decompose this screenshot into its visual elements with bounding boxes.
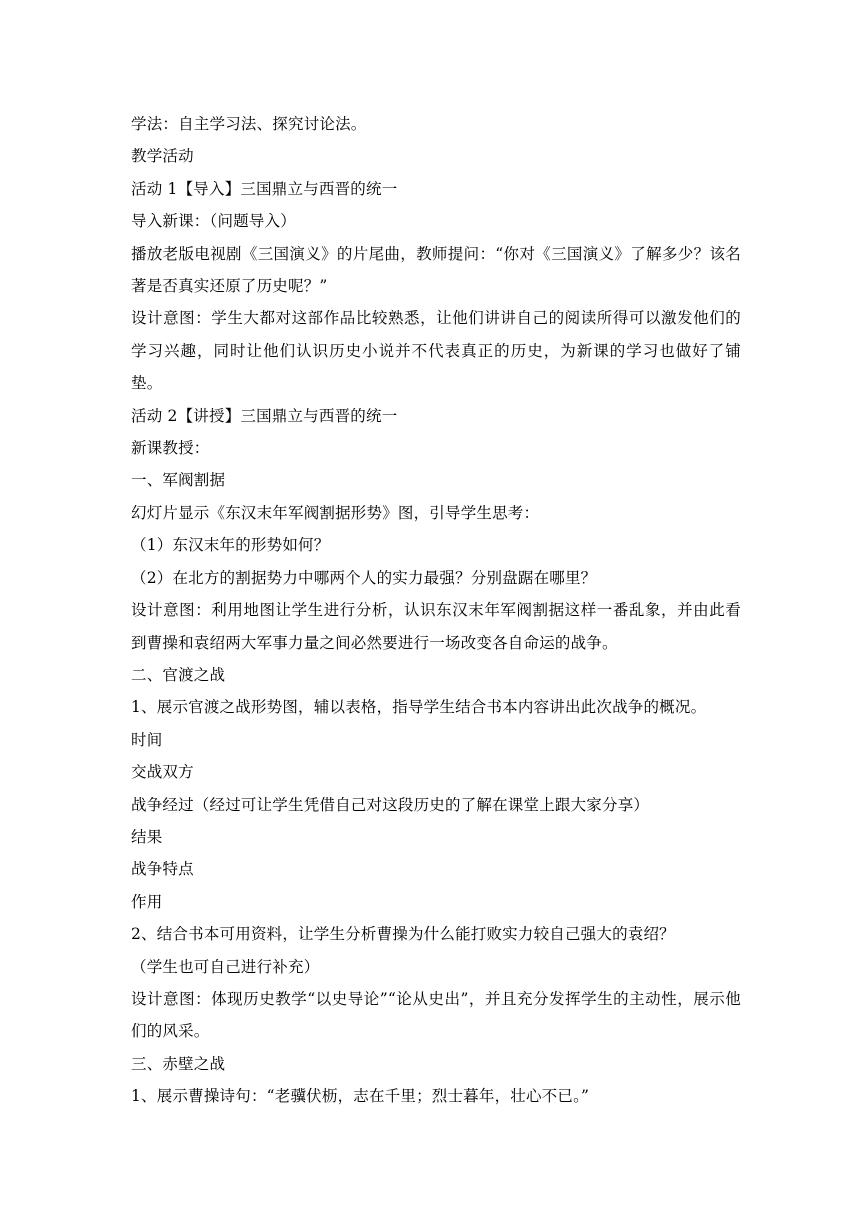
- heading-activity-2: 活动 2【讲授】三国鼎立与西晋的统一: [131, 406, 398, 425]
- heading-teaching-activities: 教学活动: [131, 147, 194, 166]
- table-item-process: 战争经过（经过可让学生凭借自己对这段历史的了解在课堂上跟大家分享）: [131, 795, 650, 814]
- document-body: [131, 108, 741, 1113]
- paragraph-slide-map: 幻灯片显示《东汉末年军阀割据形势》图，引导学生思考：: [131, 503, 540, 522]
- table-item-result: 结果: [131, 827, 163, 846]
- paragraph-study-method: 学法：自主学习法、探究讨论法。: [131, 115, 367, 133]
- paragraph-question-2: （2）在北方的割据势力中哪两个人的实力最强？分别盘踞在哪里？: [131, 568, 597, 587]
- paragraph-new-lesson: 新课教授：: [131, 439, 210, 458]
- paragraph-cao-cao-poem: 1、展示曹操诗句：“老骥伏枥，志在千里；烈士暮年，壮心不已。”: [131, 1087, 590, 1106]
- table-item-effect: 作用: [131, 892, 163, 911]
- heading-section-1: 一、军阀割据: [131, 471, 226, 490]
- heading-section-2: 二、官渡之战: [131, 665, 226, 684]
- paragraph-guandu-map: 1、展示官渡之战形势图，辅以表格，指导学生结合书本内容讲出此次战争的概况。: [131, 698, 707, 717]
- paragraph-student-supplement: （学生也可自己进行补充）: [131, 957, 320, 976]
- table-item-time: 时间: [131, 730, 163, 749]
- paragraph-play-theme-song: 播放老版电视剧《三国演义》的片尾曲，教师提问：“你对《三国演义》了解多少？该名著是否真实还原了历史呢？”: [131, 244, 741, 296]
- heading-activity-1: 活动 1【导入】三国鼎立与西晋的统一: [131, 179, 398, 198]
- paragraph-design-intent-2: 设计意图：利用地图让学生进行分析，认识东汉末年军阀割据这样一番乱象，并由此看到曹操和袁绍两大军事力量之间必然要进行一场改变各自命运的战争。: [131, 601, 741, 652]
- table-item-parties: 交战双方: [131, 763, 194, 782]
- paragraph-analysis-question: 2、结合书本可用资料，让学生分析曹操为什么能打败实力较自己强大的袁绍？: [131, 925, 675, 944]
- heading-section-3: 三、赤壁之战: [131, 1054, 226, 1073]
- paragraph-question-1: （1）东汉末年的形势如何？: [131, 536, 330, 555]
- paragraph-design-intent-3: 设计意图：体现历史教学“以史导论”“论从史出”，并且充分发挥学生的主动性，展示他们的风采。: [131, 989, 741, 1041]
- paragraph-intro-lesson: 导入新课：（问题导入）: [131, 212, 296, 231]
- table-item-features: 战争特点: [131, 860, 194, 879]
- paragraph-design-intent-1: 设计意图：学生大都对这部作品比较熟悉，让他们讲讲自己的阅读所得可以激发他们的学习兴趣，同时让他们认识历史小说并不代表真正的历史，为新课的学习也做好了铺垫。: [131, 309, 741, 393]
